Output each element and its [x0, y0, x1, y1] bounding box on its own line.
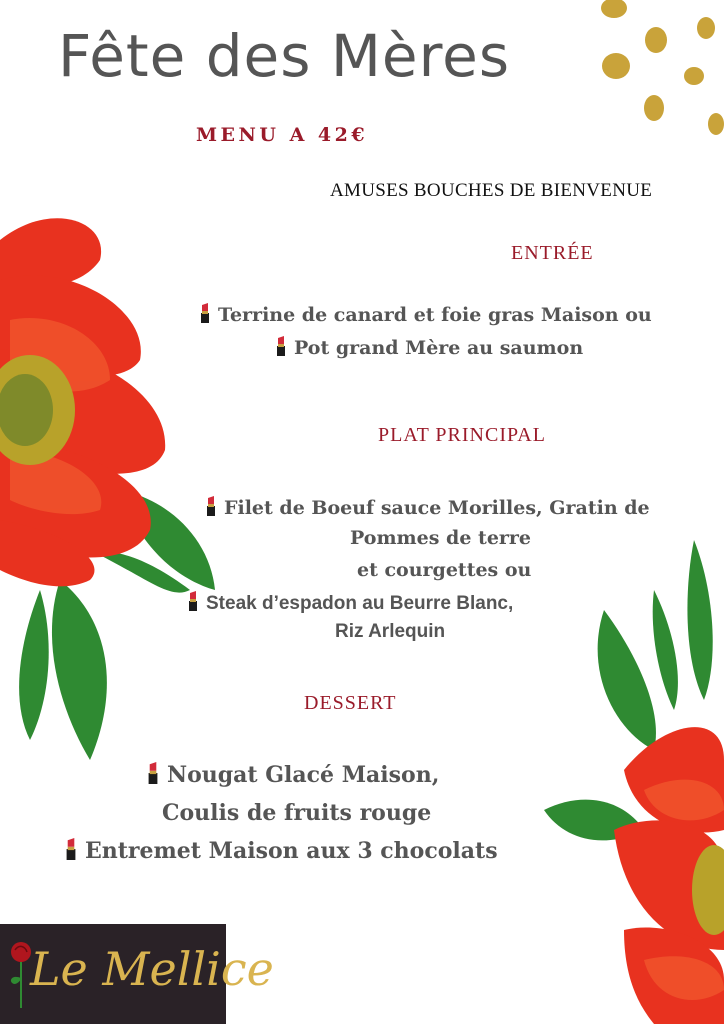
plat-line: Pommes de terre [350, 527, 532, 549]
lipstick-icon [274, 336, 288, 356]
plat-line: et courgettes ou [357, 559, 532, 581]
dessert-line-text: Nougat Glacé Maison, [167, 762, 440, 788]
dessert-line [145, 762, 439, 788]
gold-dots-decoration [594, 0, 724, 150]
logo-text: Le Mellice [30, 942, 274, 996]
entree-item-text: Terrine de canard et foie gras Maison ou [218, 304, 652, 326]
dessert-heading: DESSERT [304, 692, 397, 714]
entree-item-text: Pot grand Mère au saumon [294, 337, 584, 359]
lipstick-icon [186, 591, 200, 611]
page-title: Fête des Mères [58, 22, 511, 90]
lipstick-icon [145, 762, 161, 784]
lipstick-icon [63, 838, 79, 860]
entree-item [198, 303, 652, 326]
lipstick-icon [198, 303, 212, 323]
dessert-line [63, 838, 498, 864]
plat-line-text: Filet de Boeuf sauce Morilles, Gratin de [224, 497, 650, 519]
plat-line: Riz Arlequin [335, 621, 446, 642]
menu-price: MENU A 42€ [196, 124, 369, 146]
lipstick-icon [204, 496, 218, 516]
entree-item [274, 336, 583, 359]
plat-line [204, 496, 650, 519]
red-flower-right-decoration [544, 530, 724, 1024]
dessert-line-text: Entremet Maison aux 3 chocolats [85, 838, 498, 864]
plat-line [186, 591, 513, 615]
restaurant-logo [0, 924, 274, 1024]
dessert-line: Coulis de fruits rouge [162, 800, 432, 826]
entree-heading: ENTRÉE [511, 242, 594, 264]
plat-line-text: Steak d’espadon au Beurre Blanc, [206, 593, 514, 614]
red-flower-left-decoration [0, 200, 230, 780]
amuses-bouches-line: AMUSES BOUCHES DE BIENVENUE [330, 180, 653, 201]
plat-principal-heading: PLAT PRINCIPAL [378, 424, 546, 446]
